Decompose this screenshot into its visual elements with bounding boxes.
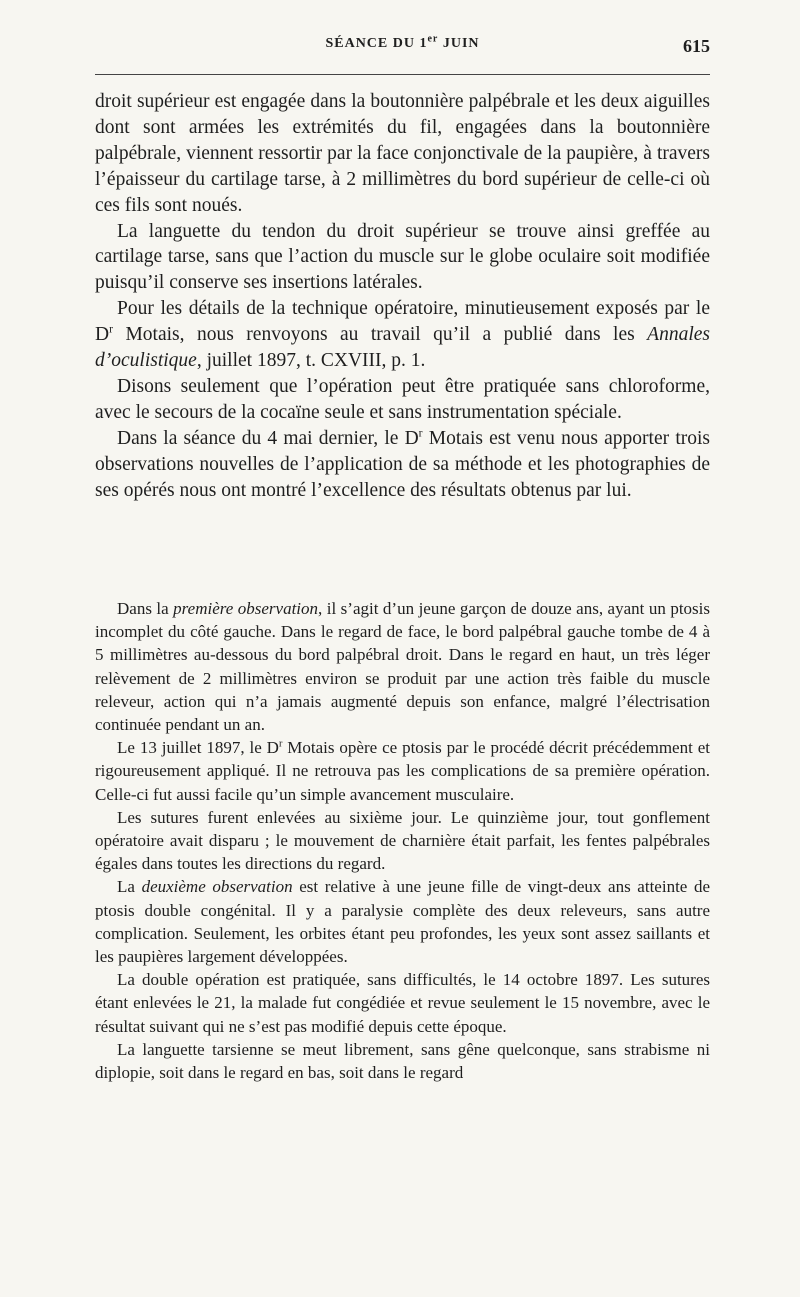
- paragraph: La languette du tendon du droit supérieur se trouve ainsi greffée au cartilage tarse, sans que l’action du muscle sur le globe oculaire soit modifiée puisqu’il conserve ses insertions latérales.: [95, 220, 710, 294]
- paragraph: [95, 875, 710, 968]
- paragraph: La double opération est pratiquée, sans difficultés, le 14 octobre 1897. Les sutures étant enlevées le 21, la malade fut congédiée et revue seulement le 15 novembre, avec le résultat suivant qui ne s’est pas modifié depuis cette époque.: [95, 970, 710, 1036]
- text-run: Pour les détails de la technique opératoire, minutieusement exposés par le D: [95, 298, 710, 346]
- paragraph: [95, 736, 710, 806]
- paragraph: [95, 597, 710, 736]
- text-run: Le 13 juillet 1897, le D: [117, 738, 279, 758]
- text-run: Motais opère ce ptosis par le procédé décrit précédemment et rigoureusement appliqué. Il ne retrouva pas les complications de sa première opération. Celle-ci fut aussi facile qu’un simple avancement musculaire.: [95, 738, 711, 804]
- text-run: Motais, nous renvoyons au travail qu’il a publié dans les: [113, 324, 648, 346]
- header-rule: [95, 74, 710, 75]
- paragraph: La languette tarsienne se meut librement, sans gêne quelconque, sans strabisme ni diplopie, soit dans le regard en bas, soit dans le regard: [95, 1039, 710, 1083]
- superscript: r: [109, 322, 113, 336]
- emphasis: deuxième observation: [141, 877, 293, 897]
- superscript: r: [278, 738, 283, 750]
- superscript: r: [418, 426, 423, 440]
- running-title-superscript: er: [427, 33, 439, 45]
- text-run: Dans la: [117, 599, 174, 618]
- paragraph: Les sutures furent enlevées au sixième jour. Le quinzième jour, tout gonflement opératoire avait disparu ; le mouvement de charnière était parfait, les fentes palpébrales égales dans toutes les directions du regard.: [95, 807, 710, 874]
- emphasis: première observation: [173, 599, 319, 618]
- running-title-text: SÉANCE DU 1: [325, 36, 428, 51]
- paragraph: [95, 296, 710, 374]
- text-run: Motais est venu nous apporter trois observations nouvelles de l’application de sa méthode et les photographies de ses opérés nous ont montré l’excellence des résultats obtenus par lui.: [95, 427, 710, 501]
- journal-title: Annales d’oculistique: [95, 324, 710, 372]
- running-title-month: JUIN: [438, 36, 480, 51]
- paragraph: [95, 426, 710, 504]
- running-title: [95, 33, 710, 52]
- page-number: 615: [683, 36, 710, 56]
- main-text: [95, 89, 710, 504]
- paragraph: Disons seulement que l’opération peut être pratiquée sans chloroforme, avec le secours de la cocaïne seule et sans instrumentation spéciale.: [95, 375, 710, 423]
- running-head: [95, 33, 710, 58]
- text-run: Dans la séance du 4 mai dernier, le D: [117, 427, 419, 449]
- text-run: La: [117, 877, 142, 897]
- text-run: est relative à une jeune fille de vingt-deux ans atteinte de ptosis double congénital. Il y a paralysie complète des deux releveurs, sans autre complication. Seulement, les orbites étant peu profondes, les yeux sont assez saillants et les paupières largement développées.: [95, 877, 711, 967]
- text-run: , il s’agit d’un jeune garçon de douze ans, ayant un ptosis incomplet du côté gauche. Dans le regard de face, le bord palpébral gauche tombe de 4 à 5 millimètres au-dessous du bord palpébral droit. Dans le regard en haut, un très léger relèvement de 2 millimètres environ se produit par une action très faible du muscle releveur, action qui n’a jamais augmenté depuis son enfance, malgré l’électrisation continuée pendant un an.: [95, 599, 711, 735]
- text-run: , juillet 1897, t. CXVIII, p. 1.: [196, 350, 426, 372]
- observations-text: [95, 597, 710, 1084]
- paragraph: droit supérieur est engagée dans la boutonnière palpébrale et les deux aiguilles dont sont armées les extrémités du fil, engagées dans la boutonnière palpébrale, viennent ressortir par la face conjonctivale de la paupière, à travers l’épaisseur du cartilage tarse, à 2 millimètres du bord supérieur de celle-ci où ces fils sont noués.: [95, 91, 710, 216]
